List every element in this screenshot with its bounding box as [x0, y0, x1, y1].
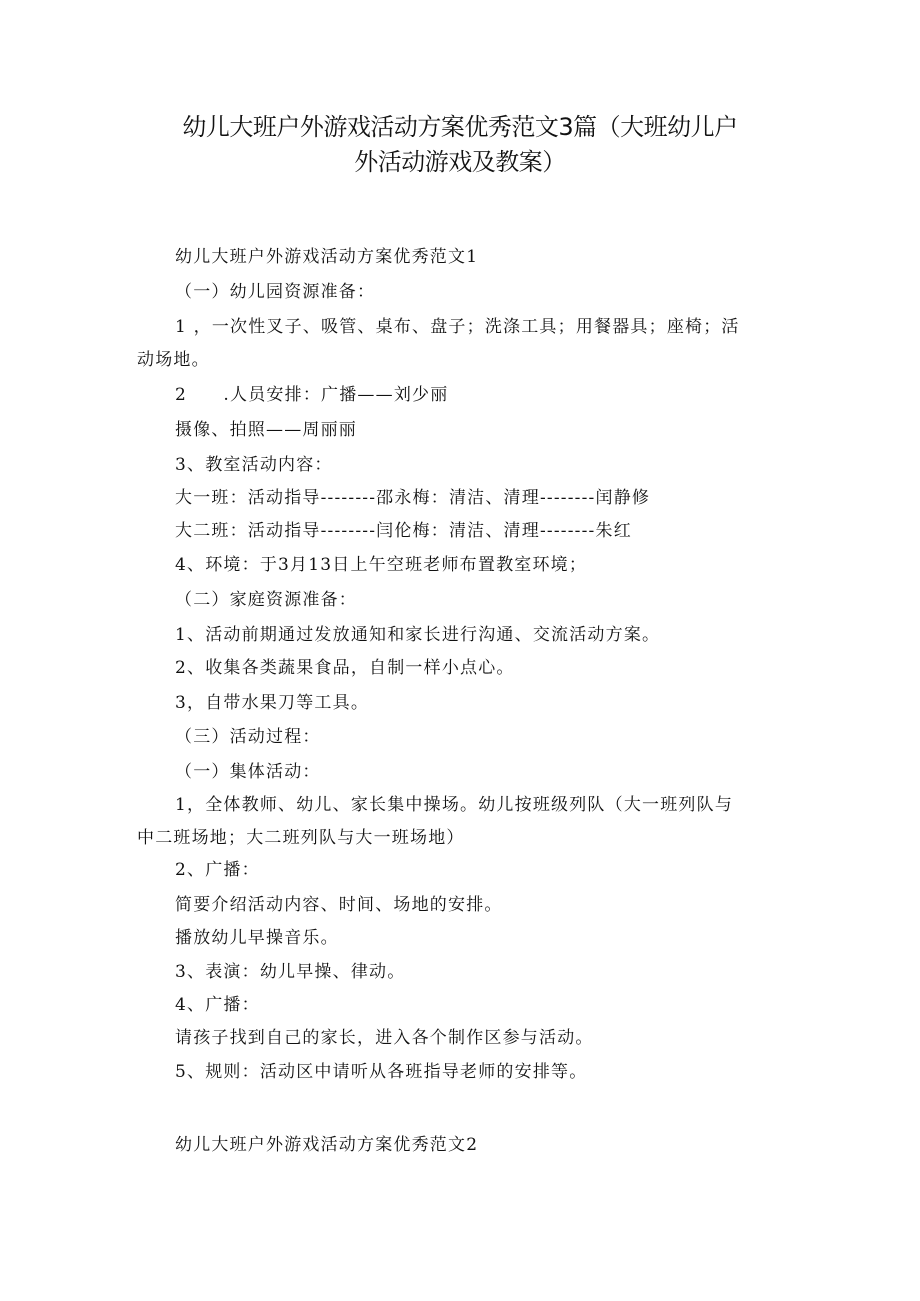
paragraph-line: 4、广播：: [175, 995, 260, 1015]
paragraph-line: 1、活动前期通过发放通知和家长进行沟通、交流活动方案。: [175, 625, 661, 645]
document-title-line-2: 外活动游戏及教案）: [354, 148, 566, 176]
paragraph-line: 大二班：活动指导--------闫伦梅：清洁、清理--------朱红: [175, 521, 632, 541]
paragraph-line: 2、广播：: [175, 860, 260, 880]
paragraph-line: 大一班：活动指导--------邵永梅：清洁、清理--------闰静修: [175, 488, 651, 508]
subsection-heading: （二）家庭资源准备：: [175, 590, 357, 610]
paragraph-line: 2 .人员安排：广播——刘少丽: [175, 385, 449, 405]
subsection-heading: （一）幼儿园资源准备：: [175, 282, 376, 302]
paragraph-line: 请孩子找到自己的家长，进入各个制作区参与活动。: [175, 1028, 594, 1048]
paragraph-line: 2、收集各类蔬果食品，自制一样小点心。: [175, 658, 515, 678]
paragraph-line: 动场地。: [137, 350, 210, 370]
section-heading-2: 幼儿大班户外游戏活动方案优秀范文2: [175, 1135, 479, 1155]
document-title-line-1: 幼儿大班户外游戏活动方案优秀范文3篇（大班幼儿户: [182, 113, 738, 141]
paragraph-line: 3、教室活动内容：: [175, 455, 333, 475]
paragraph-line: 1，全体教师、幼儿、家长集中操场。幼儿按班级列队（大一班列队与: [175, 795, 734, 815]
paragraph-line: 5、规则：活动区中请听从各班指导老师的安排等。: [175, 1062, 588, 1082]
paragraph-line: 中二班场地；大二班列队与大一班场地）: [137, 828, 465, 848]
paragraph-line: 播放幼儿早操音乐。: [175, 928, 339, 948]
paragraph-line: 摄像、拍照——周丽丽: [175, 420, 357, 440]
section-heading-1: 幼儿大班户外游戏活动方案优秀范文1: [175, 247, 479, 267]
paragraph-line: 简要介绍活动内容、时间、场地的安排。: [175, 895, 503, 915]
subsection-heading: （一）集体活动：: [175, 762, 321, 782]
subsection-heading: （三）活动过程：: [175, 727, 321, 747]
paragraph-line: 3、表演：幼儿早操、律动。: [175, 962, 406, 982]
paragraph-line: 3，自带水果刀等工具。: [175, 693, 370, 713]
paragraph-line: 4、环境：于3月13日上午空班老师布置教室环境；: [175, 555, 588, 575]
paragraph-line: 1 ，一次性叉子、吸管、桌布、盘子；洗涤工具；用餐器具；座椅；活: [175, 317, 740, 337]
